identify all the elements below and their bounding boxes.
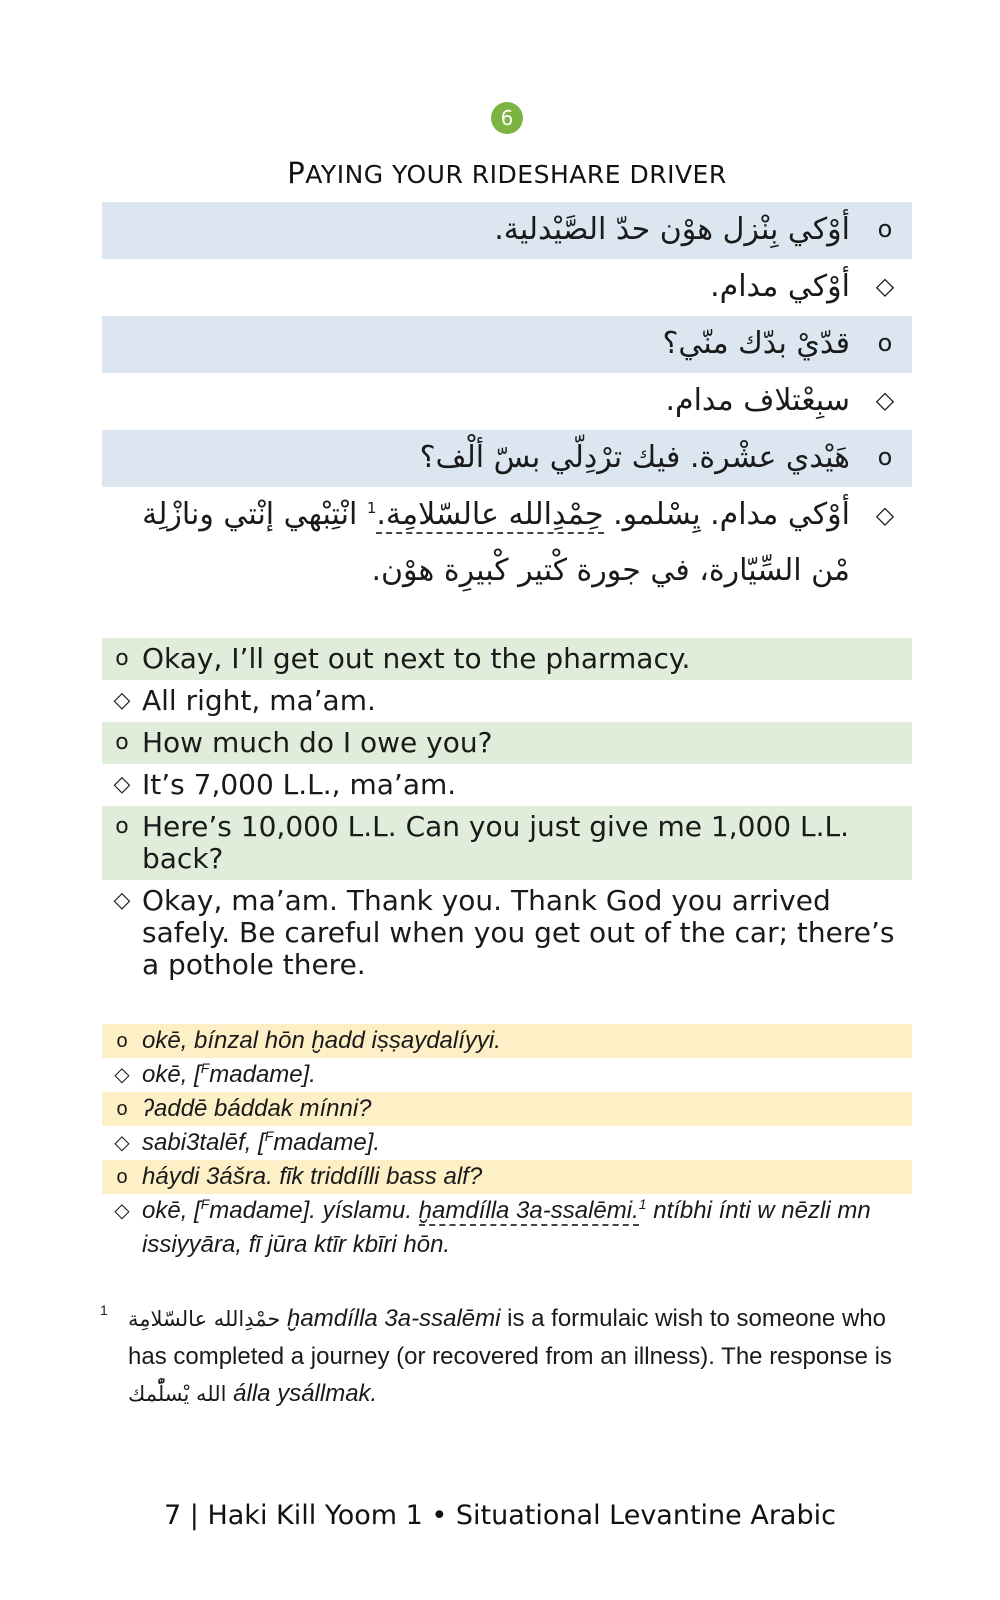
speaker-a-icon: o [116, 1030, 128, 1052]
speaker-a-icon: o [877, 443, 893, 471]
arabic-dialogue [102, 202, 912, 599]
speaker-b-icon: ◇ [875, 501, 895, 529]
translit-line: o ʔaddē báddak mínni? [102, 1092, 912, 1126]
english-line: ◇ All right, ma’am. [102, 680, 912, 722]
translit-line: ◇ sabi3talēf, [$^F$madame]. [102, 1126, 912, 1160]
english-line: ◇ It’s 7,000 L.L., ma’am. [102, 764, 912, 806]
footnote-ref: 1 [366, 499, 377, 517]
translit-line: ◇ okē, [$^F$madame]. [102, 1058, 912, 1092]
speaker-b-icon: ◇ [114, 1064, 130, 1086]
speaker-a-icon: o [116, 1166, 128, 1188]
translit-line: ◇ okē, [$^F$madame]. yíslamu. ḫamdílla 3a-ssalēmi.$^1$ ntíbhi ínti w nēzli mn issiyyāra, fī jūra ktīr kbīri hōn. [102, 1194, 912, 1262]
speaker-a-icon: o [116, 1098, 128, 1120]
english-line: o Here’s 10,000 L.L. Can you just give me 1,000 L.L. back? [102, 806, 912, 880]
arabic-line: ◇ سبِعْتلاف مدام. [102, 373, 912, 430]
speaker-b-icon: ◇ [875, 386, 895, 414]
speaker-b-icon: ◇ [114, 1200, 130, 1222]
english-line: ◇ Okay, ma’am. Thank you. Thank God you arrived safely. Be careful when you get out of the car; there’s a pothole there. [102, 880, 912, 986]
speaker-b-icon: ◇ [113, 688, 131, 713]
speaker-a-icon: o [115, 730, 129, 755]
page-footer: 7 | Haki Kill Yoom 1 • Situational Levantine Arabic [164, 1500, 836, 1531]
arabic-line: o هَيْدي عشْرة. فيك ترْدِلّي بسّ ألْف؟ [102, 430, 912, 487]
speaker-a-icon: o [115, 646, 129, 671]
arabic-line: o أوْكي بِنْزل هوْن حدّ الصَّيْدلية. [102, 202, 912, 259]
footnote-marked-phrase: حِمْدِالله عالسّلامِة. [376, 497, 604, 532]
arabic-line: o قدّيْ بدّك منّي؟ [102, 316, 912, 373]
footnote: 1 حمْدِالله عالسّلامِة ḫamdílla 3a-ssalēmi is a formulaic wish to someone who has completed a journey (or recovered from an illness). The response is الله يْسلّْمك álla ysállmak. [100, 1300, 912, 1413]
english-line: o Okay, I’ll get out next to the pharmacy. [102, 638, 912, 680]
english-dialogue [102, 638, 912, 986]
footnote-number: 1 [100, 1302, 108, 1318]
speaker-b-icon: ◇ [113, 772, 131, 797]
speaker-b-icon: ◇ [114, 1132, 130, 1154]
speaker-b-icon: ◇ [875, 272, 895, 300]
transliteration-dialogue [102, 1024, 912, 1262]
arabic-line: ◇ أوْكي مدام. [102, 259, 912, 316]
translit-line: o háydi 3ášra. fīk triddílli bass alf? [102, 1160, 912, 1194]
arabic-line: ◇ أوْكي مدام. يِسْلمو. حِمْدِالله عالسّلامِة.$^1$ انْتِبْهي إنْتي ونازْلِة مْن السِّيّارة، في جورة كْتير كْبيرِة هوْن. [102, 487, 912, 599]
english-line: o How much do I owe you? [102, 722, 912, 764]
footnote-marked-phrase: ḫamdílla 3a-ssalēmi. [418, 1197, 639, 1224]
speaker-b-icon: ◇ [113, 888, 131, 913]
speaker-a-icon: o [115, 814, 129, 839]
lesson-number-badge: 6 [491, 102, 523, 134]
speaker-a-icon: o [877, 329, 893, 357]
page-title: PAYING YOUR RIDESHARE DRIVER [287, 156, 727, 190]
speaker-a-icon: o [877, 215, 893, 243]
footnote-ref: 1 [638, 1196, 647, 1212]
translit-line: o okē, bínzal hōn ḫadd iṣṣaydalíyyi. [102, 1024, 912, 1058]
